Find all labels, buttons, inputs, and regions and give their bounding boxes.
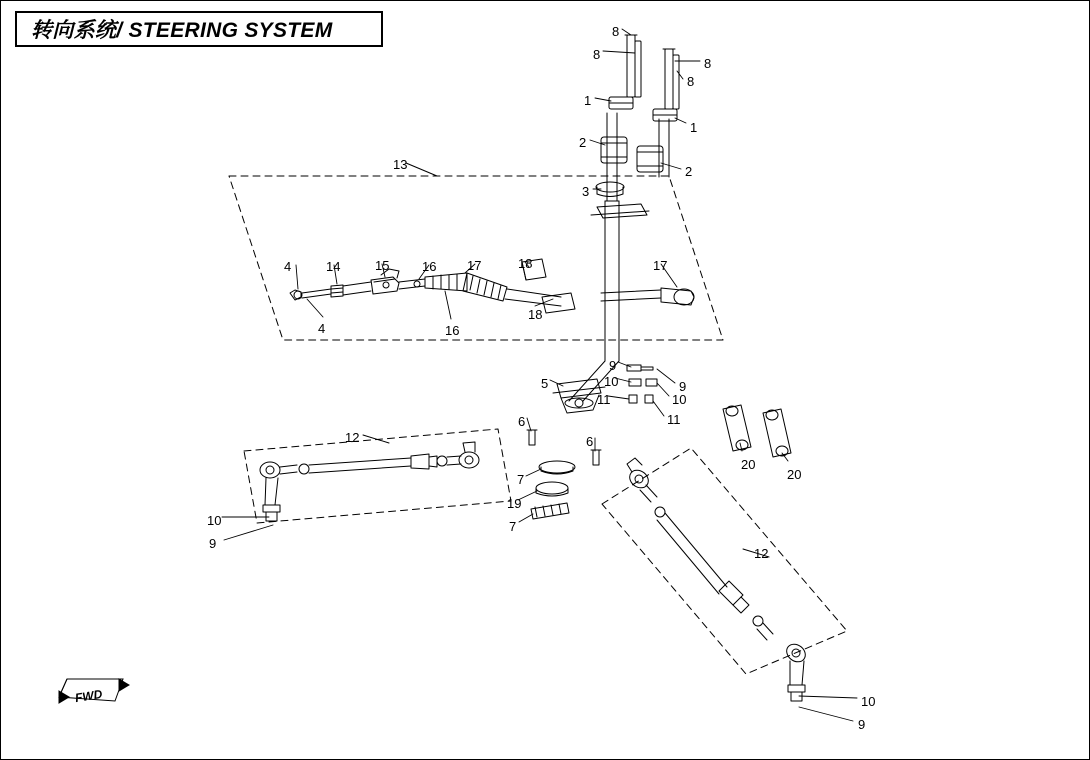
callout-19: 19 <box>507 496 522 511</box>
upper-tie-rod-assembly <box>290 256 694 313</box>
callout-6: 6 <box>586 434 594 449</box>
steering-mount-plate-3 <box>591 182 649 218</box>
callout-20: 20 <box>741 457 756 472</box>
callout-2: 2 <box>685 164 693 179</box>
callout-9: 9 <box>209 536 217 551</box>
callout-12: 12 <box>754 546 769 561</box>
fwd-label: FWD <box>74 686 104 706</box>
callout-10: 10 <box>604 374 619 389</box>
callout-8: 8 <box>687 74 695 89</box>
callout-10: 10 <box>207 513 222 528</box>
group-box-12-right <box>602 448 847 674</box>
callout-7: 7 <box>509 519 517 534</box>
bolt-8-upper-left-2 <box>635 41 641 97</box>
callout-8: 8 <box>612 24 620 39</box>
callout-18: 18 <box>528 307 543 322</box>
steering-column-shaft <box>569 113 669 401</box>
thrust-parts-7-19 <box>531 461 575 519</box>
callout-14: 14 <box>326 259 341 274</box>
group-box-12-left <box>244 429 511 523</box>
callout-4: 4 <box>284 259 292 274</box>
column-clamp-1-left <box>609 97 633 109</box>
fastener-cluster-9-10-11 <box>627 365 657 403</box>
callout-9: 9 <box>609 358 617 373</box>
callout-16: 16 <box>445 323 460 338</box>
callout-15: 15 <box>375 258 390 273</box>
callout-13: 13 <box>393 157 408 172</box>
callout-8: 8 <box>593 47 601 62</box>
bolt-6-right <box>591 450 601 465</box>
callout-4: 4 <box>318 321 326 336</box>
link-arm-20-left <box>723 405 751 451</box>
callout-9: 9 <box>858 717 866 732</box>
callout-17: 17 <box>653 258 668 273</box>
left-tie-rod-assembly <box>260 442 479 521</box>
callout-17: 17 <box>467 258 482 273</box>
link-arm-20-right <box>763 409 791 457</box>
callout-6: 6 <box>518 414 526 429</box>
page-title: 转向系统/ STEERING SYSTEM <box>31 19 333 42</box>
callout-10: 10 <box>672 392 687 407</box>
callout-12: 12 <box>345 430 360 445</box>
bolt-6-left <box>527 430 537 445</box>
callout-1: 1 <box>690 120 698 135</box>
callout-1: 1 <box>584 93 592 108</box>
bolt-8-upper-right-2 <box>673 55 679 109</box>
column-bushing-2-left <box>601 137 627 163</box>
callout-5: 5 <box>541 376 549 391</box>
callout-10: 10 <box>861 694 876 709</box>
callout-18: 18 <box>518 256 533 271</box>
callout-8: 8 <box>704 56 712 71</box>
callout-3: 3 <box>582 184 590 199</box>
callout-20: 20 <box>787 467 802 482</box>
callout-2: 2 <box>579 135 587 150</box>
right-tie-rod-assembly <box>626 458 809 701</box>
callout-16: 16 <box>422 259 437 274</box>
callout-9: 9 <box>679 379 687 394</box>
callout-11: 11 <box>597 392 611 407</box>
column-clamp-1-right <box>653 109 677 121</box>
callout-11: 11 <box>667 412 681 427</box>
callout-7: 7 <box>517 472 525 487</box>
